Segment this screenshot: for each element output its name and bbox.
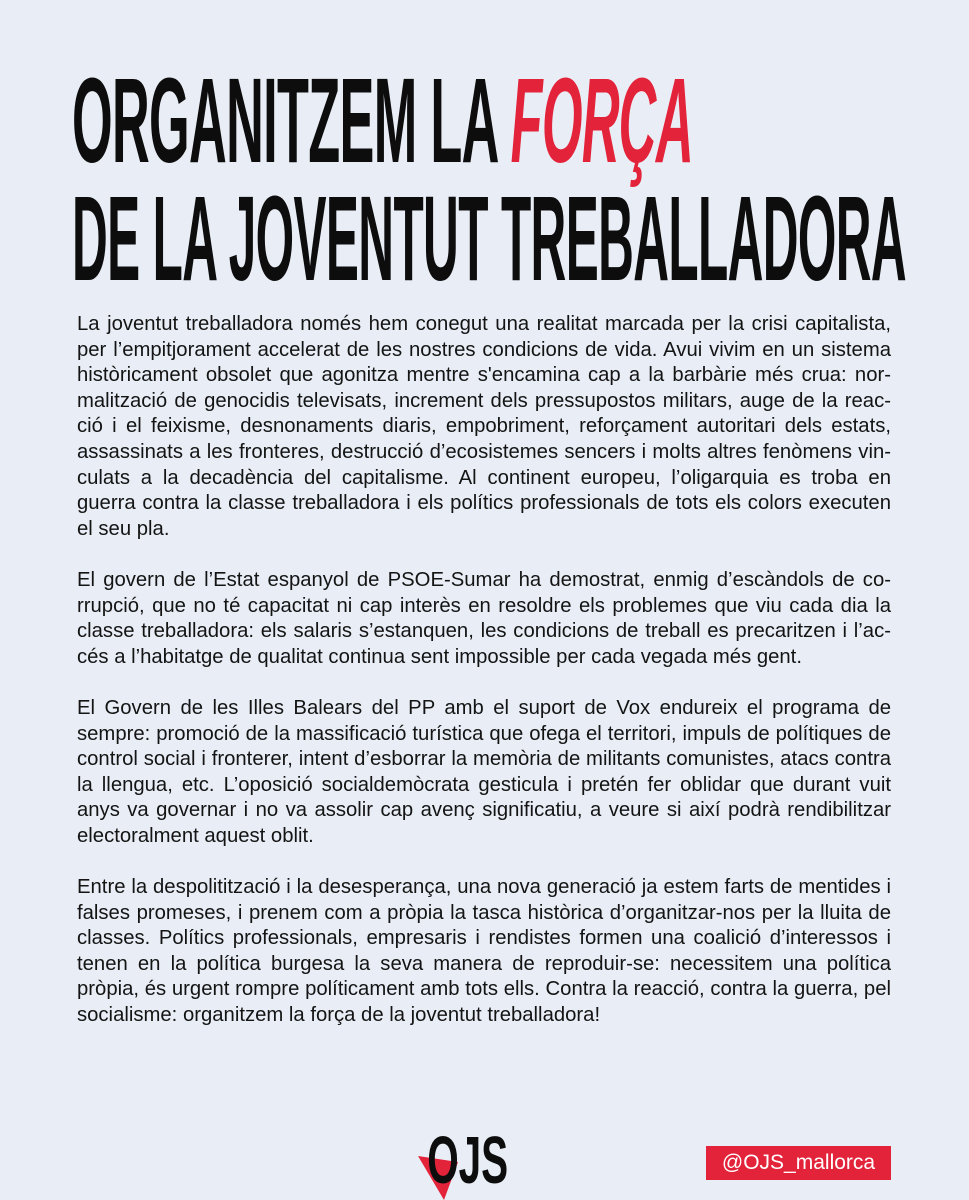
paragraph-2: El govern de l’Estat espanyol de PSOE-Sumar ha demostrat, enmig d’escàndols de corrupció, que no té capacitat ni cap interès en resoldre els problemes que viu cada dia la classe treballadora: els salaris s’estanquen, les condicions de treball es precaritzen i l’accés a l’habitatge de qualitat continua sent impossible per cada vegada més gent. [77, 568, 891, 668]
manifesto-body [77, 312, 891, 1054]
headline-accent-word: FORÇA [510, 51, 694, 189]
paragraph-4: Entre la despolitització i la desesperança, una nova generació ja estem farts de mentides i falses promeses, i prenem com a pròpia la tasca històrica d’organitzar-nos per la lluita de classes. Polítics professionals, empresaris i rendistes formen una coalició d’interessos i tenen en la política burgesa la seva manera de reproduir-se: necessitem una política pròpia, és urgent rompre políticament amb tots ells. Contra la reacció, contra la guerra, pel socialisme: organitzem la força de la joventut treballadora! [77, 876, 891, 1027]
headline-prefix: ORGANITZEM LA [72, 51, 511, 189]
headline-line-2: DE LA JOVENTUT TREBALLADORA [72, 169, 907, 307]
paragraph-3: El Govern de les Illes Balears del PP amb el suport de Vox endureix el programa de sempre: promoció de la massificació turística que ofega el territori, impuls de polítiques de control social i fronterer, intent d’esborrar la memòria de militants comunistes, atacs contra la llengua, etc. L’oposició socialdemòcrata gesticula i pretén fer oblidar que durant vuit anys va governar i no va assolir cap avenç significatiu, a veure si així podrà rendibilitzar electoralment aquest oblit. [77, 696, 891, 847]
ojs-logo-icon [418, 1118, 514, 1200]
logo-text: OJS [427, 1123, 509, 1198]
headline [72, 51, 912, 307]
paragraph-1: La joventut treballadora només hem conegut una realitat marcada per la crisi capitalista, per l’empitjorament accelerat de les nostres condicions de vida. Avui vivim en un sistema històricament obsolet que agonitza mentre s'encamina cap a la barbàrie més crua: normalització de genocidis televisats, increment dels pressupostos militars, auge de la reacció i el feixisme, desnonaments diaris, empobriment, reforçament autoritari dels estats, assassinats a les fronteres, destrucció d’ecosistemes sencers i molts altres fenòmens vinculats a la decadència del capitalisme. Al continent europeu, l’oligarquia es troba en guerra contra la classe treballadora i els polítics professionals de tots els colors executen el seu pla. [77, 313, 891, 540]
social-handle[interactable]: @OJS_mallorca [706, 1146, 891, 1180]
